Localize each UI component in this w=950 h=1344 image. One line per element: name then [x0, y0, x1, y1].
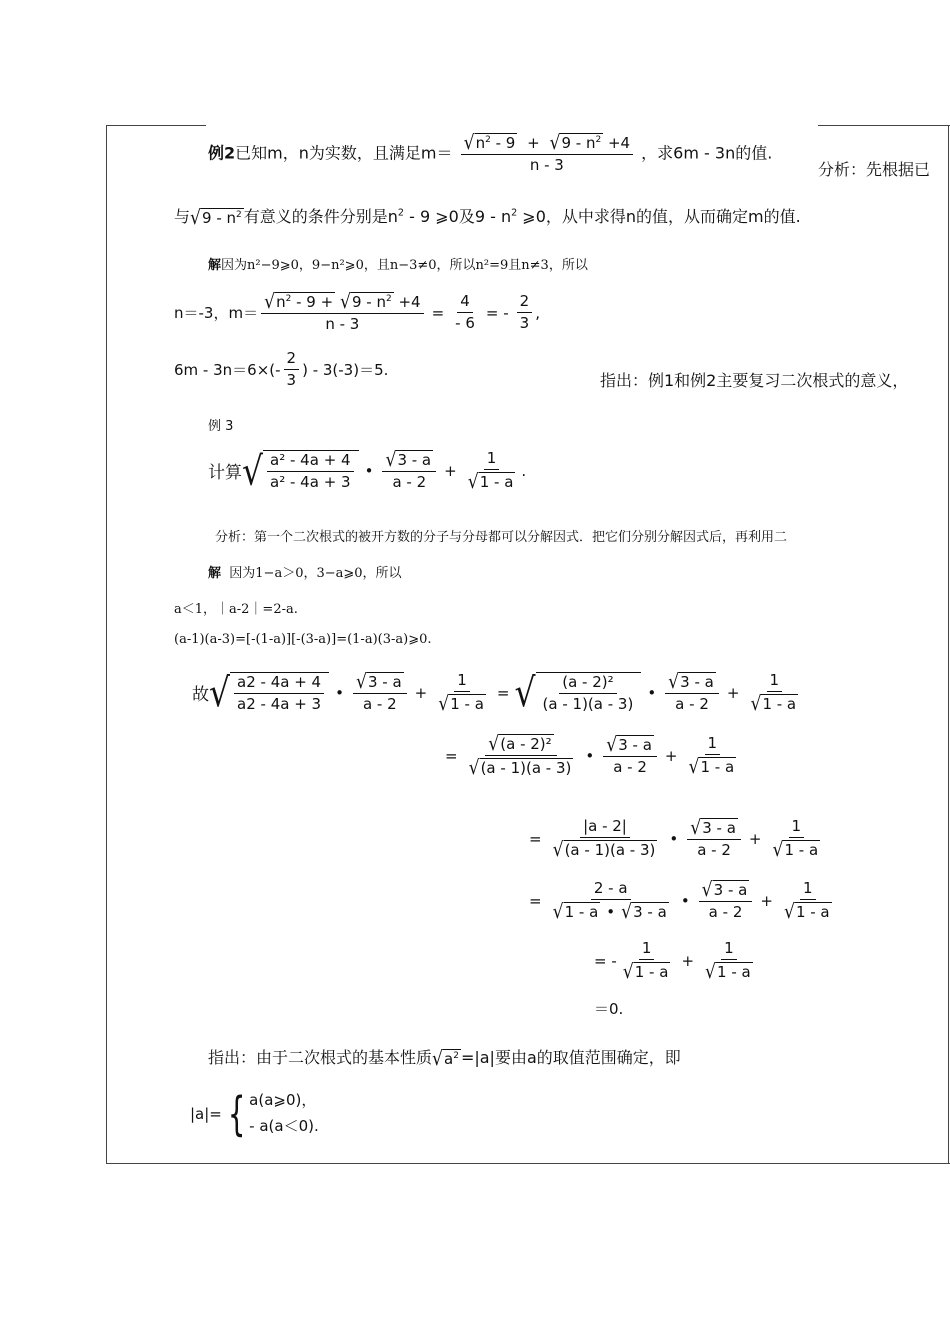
solution2-result: 6m - 3n＝6×(- $\frac{2}{3}$ ) - 3(-3)＝5.	[174, 349, 389, 390]
note-property: 指出：由于二次根式的基本性质 √ $a^2$ =|a|要由a的取值范围确定，即	[208, 1047, 681, 1071]
derivation-final: ＝0.	[594, 1000, 624, 1018]
example2-condition: 与 √ $9 - n^2$ 有意义的条件分别是$n^2 - 9$ ⩾0及$9 - n^2$ ⩾0，从中求得n的值，从而确定m的值.	[174, 206, 801, 230]
example3-expression: 计算 √ $\frac{\text{a² - 4a + 4}}{\text{a² - 4a + 3}}$ • √ 3 - a a - 2 + 1 √ 1 - a .	[208, 447, 527, 495]
note-example12: 指出：例1和例2主要复习二次根式的意义，	[600, 371, 909, 390]
abs-cases: |a|= { a(a⩾0)， - a(a＜0).	[190, 1086, 319, 1141]
example2-statement: 例2已知m，n为实数，且满足m＝ √ $n^2 - 9$ + √ $9 - n^2$ +4 n - 3 ，求6m - 3n的值.	[208, 131, 773, 175]
example2-fraction: √ $n^2 - 9$ + √ $9 - n^2$ +4 n - 3	[458, 133, 637, 175]
solution3-line1: a＜1，｜a-2｜=2-a.	[174, 602, 298, 617]
solution2-text: 解因为n²−9⩾0，9−n²⩾0，且n−3≠0，所以n²=9且n≠3，所以	[208, 258, 588, 273]
derivation-step-3: = |a - 2| √ (a - 1)(a - 3) • √ 3 - a a - 2 + 1 √ 1 - a	[529, 816, 819, 862]
frame-bottom	[106, 1163, 950, 1164]
frame-left	[106, 125, 107, 1163]
derivation-step-4: = 2 - a √ 1 - a • √ 3 - a • √ 3 - a a - 2 + 1 √ 1 - a	[529, 878, 830, 924]
derivation-step-5: = - 1 √ 1 - a + 1 √ 1 - a	[594, 939, 751, 984]
solution2-m-value: n＝-3，m＝ √ $n^2 - 9$ + √ $9 - n^2$ +4 n - 3 = $\frac{4}{- 6}$ = - $\frac{2}{3}$ ,	[174, 290, 540, 334]
analysis-tail: 分析：先根据已	[818, 160, 931, 179]
solution3-line2: (a-1)(a-3)=[-(1-a)][-(3-a)]=(1-a)(3-a)⩾0.	[174, 632, 432, 647]
example2-label: 例2	[208, 143, 236, 163]
derivation-step-2: = √ (a - 2)² √ (a - 1)(a - 3) • √ 3 - a a - 2 + 1 √ 1 - a	[445, 732, 735, 780]
example3-analysis: 分析：第一个二次根式的被开方数的分子与分母都可以分解因式．把它们分别分解因式后，再利用二	[215, 530, 788, 545]
frame-top-right	[818, 125, 950, 126]
example3-label: 例 3	[208, 419, 234, 434]
frame-top-left	[106, 125, 206, 126]
solution3-text: 解 因为1−a＞0，3−a⩾0，所以	[208, 566, 402, 581]
derivation-step-1: 故 √ $\frac{a2 - 4a + 4}{a2 - 4a + 3}$ • √ 3 - a a - 2 + 1 √ 1 - a = √ $\frac{\text{(a - 2)²}}{(a - 1)(a - 3)}$ • √ 3 - a a - 2 + 1 √ 1 - a	[192, 669, 797, 717]
solution-label: 解	[208, 258, 222, 273]
frame-right	[948, 125, 949, 1163]
